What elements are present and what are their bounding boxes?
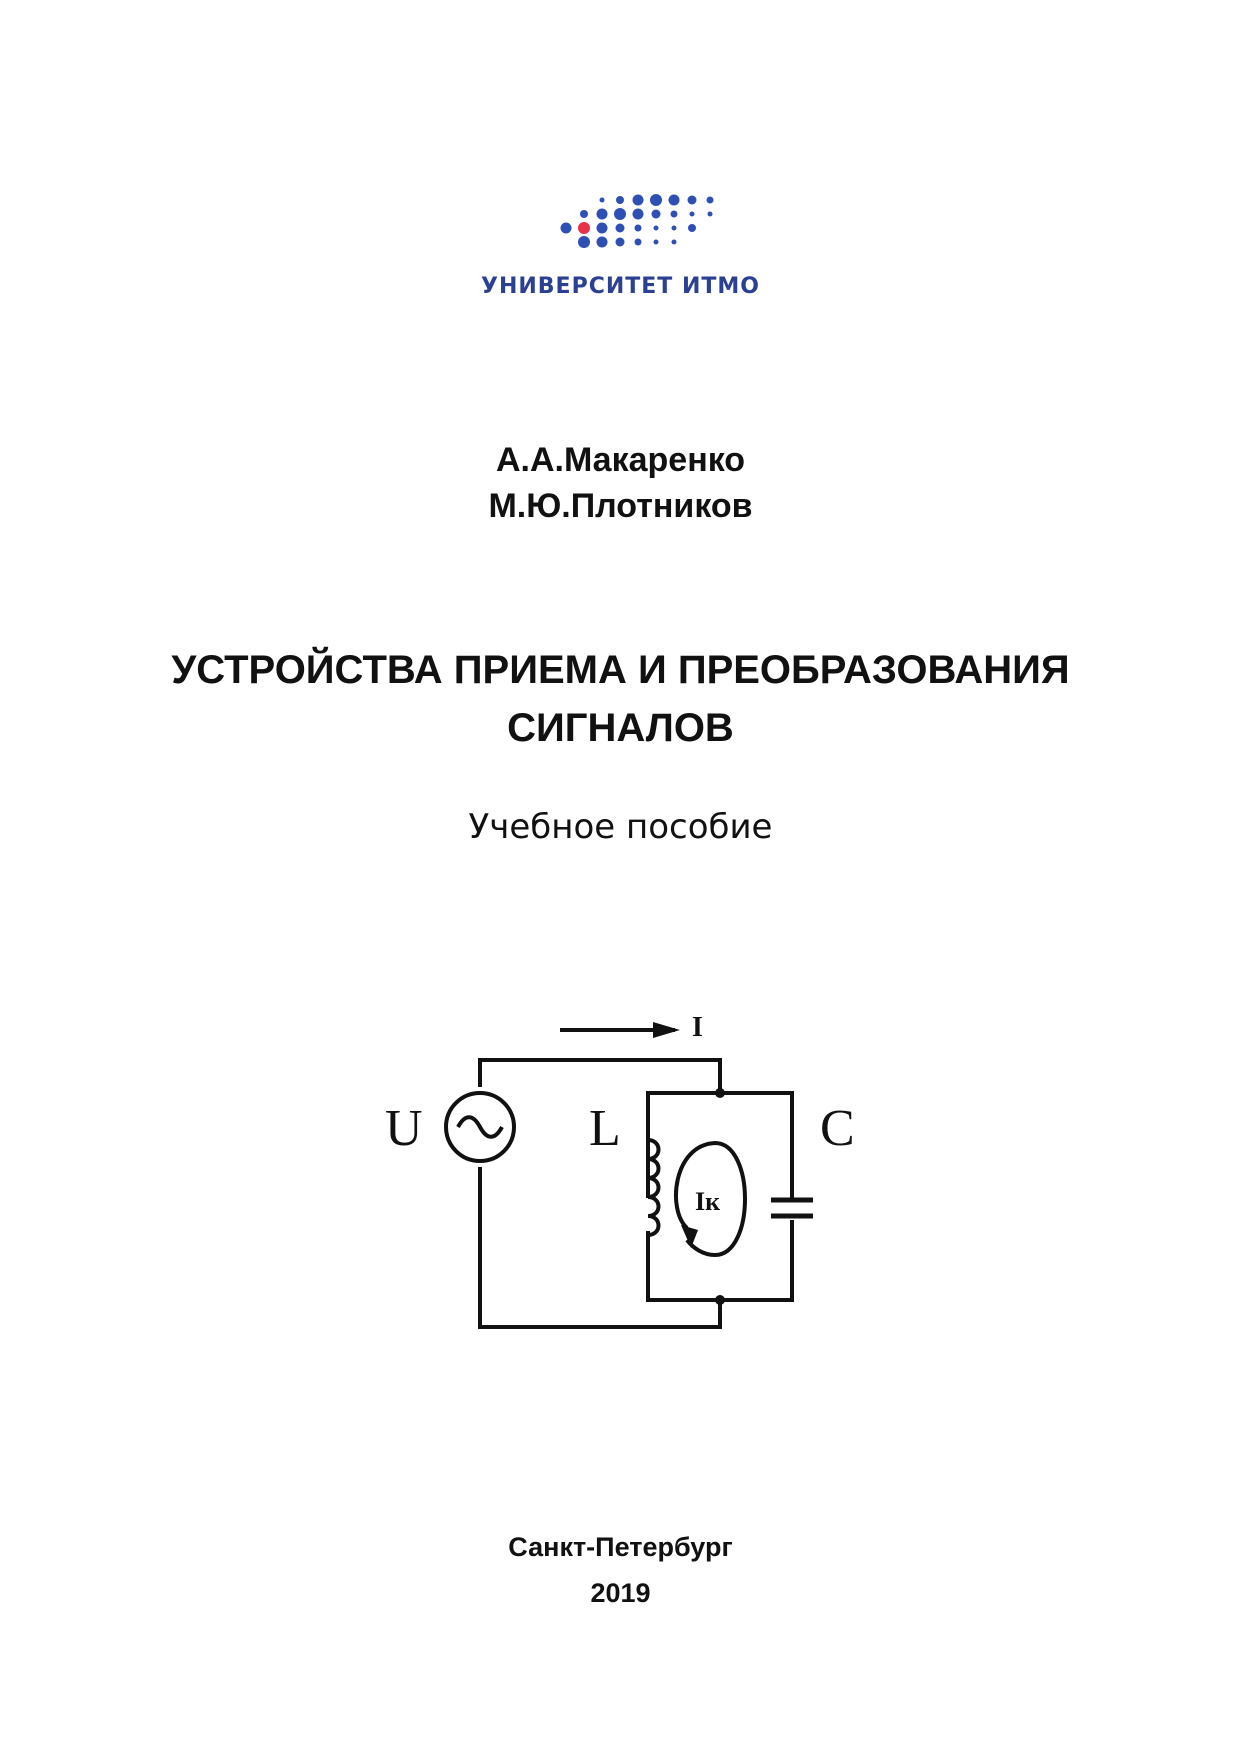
inductor-label: L bbox=[589, 1100, 621, 1157]
title-line-2: СИГНАЛОВ bbox=[507, 706, 734, 750]
logo-dot bbox=[597, 209, 608, 220]
lc-top-wire bbox=[648, 1093, 792, 1200]
wire-bottom bbox=[480, 1167, 720, 1327]
logo-dot bbox=[635, 239, 642, 246]
university-name: УНИВЕРСИТЕТ ИТМО bbox=[481, 274, 760, 299]
author-2: М.Ю.Плотников bbox=[488, 487, 753, 525]
logo-dot bbox=[672, 226, 677, 231]
logo-dot bbox=[580, 210, 588, 218]
wire-top bbox=[480, 1060, 720, 1093]
logo-dot bbox=[616, 224, 625, 233]
logo-dot bbox=[633, 209, 644, 220]
logo-dot bbox=[616, 196, 624, 204]
title-line-1: УСТРОЙСТВА ПРИЕМА И ПРЕОБРАЗОВАНИЯ bbox=[171, 648, 1070, 692]
logo-dot bbox=[578, 236, 590, 248]
source-label: U bbox=[385, 1100, 423, 1157]
lc-bottom-wire bbox=[648, 1220, 792, 1300]
logo-dot bbox=[614, 208, 626, 220]
lc-circuit-diagram bbox=[385, 1010, 875, 1340]
logo-dot bbox=[671, 211, 678, 218]
logo-dot bbox=[650, 194, 662, 206]
logo-dot bbox=[635, 225, 642, 232]
logo-dot bbox=[708, 212, 713, 217]
logo-dot bbox=[688, 196, 697, 205]
itmo-logo-dots bbox=[560, 190, 720, 260]
publication-year: 2019 bbox=[590, 1578, 651, 1608]
logo-dot bbox=[688, 224, 696, 232]
capacitor-label: C bbox=[820, 1100, 855, 1157]
logo-dot bbox=[597, 223, 608, 234]
publication-city: Санкт-Петербург bbox=[508, 1532, 733, 1562]
subtitle: Учебное пособие bbox=[468, 807, 773, 847]
logo-dot bbox=[600, 198, 605, 203]
current-arrow-head bbox=[653, 1022, 680, 1038]
current-label: I bbox=[692, 1012, 703, 1043]
logo-dot bbox=[672, 240, 677, 245]
loop-current-label: Iк bbox=[695, 1187, 721, 1216]
logo-dot bbox=[707, 197, 714, 204]
junction-bottom bbox=[715, 1295, 725, 1305]
author-1: А.А.Макаренко bbox=[495, 441, 746, 479]
ac-source-wave bbox=[458, 1117, 502, 1137]
logo-dot bbox=[633, 195, 644, 206]
junction-top bbox=[715, 1088, 725, 1098]
logo-dot bbox=[690, 212, 695, 217]
logo-dot bbox=[616, 238, 625, 247]
logo-dot bbox=[597, 237, 608, 248]
logo-dot bbox=[654, 240, 659, 245]
logo-dot bbox=[578, 222, 590, 234]
logo-dot bbox=[669, 195, 680, 206]
logo-dot bbox=[652, 210, 661, 219]
logo-dot bbox=[654, 226, 659, 231]
logo-dot bbox=[561, 223, 572, 234]
